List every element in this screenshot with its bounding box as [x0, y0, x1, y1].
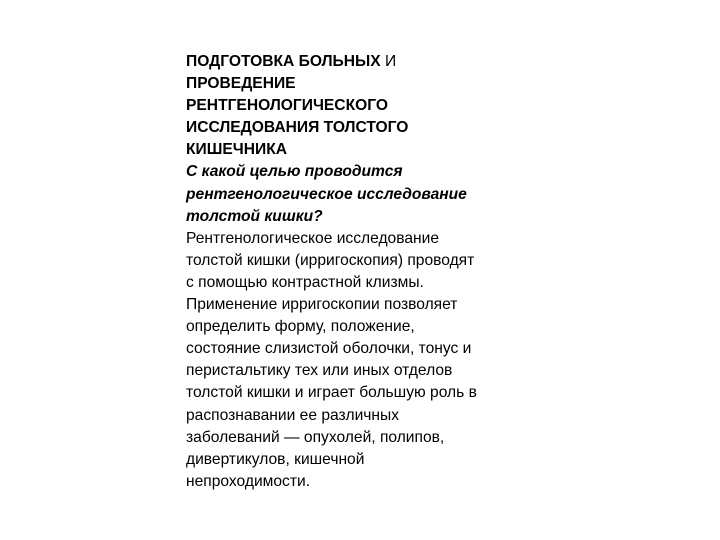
title-line-2: ПРОВЕДЕНИЕ [186, 75, 296, 93]
text-block [186, 51, 536, 493]
answer-line: перистальтику тех или иных отделов [186, 362, 453, 380]
answer-line: состояние слизистой оболочки, тонус и [186, 340, 472, 358]
question-line: толстой кишки? [186, 207, 323, 225]
title-line-5: КИШЕЧНИКА [186, 141, 288, 159]
question-line: С какой целью проводится [186, 163, 403, 181]
answer-line: Рентгенологическое исследование [186, 229, 439, 247]
title-line-1-conjunction: И [385, 53, 397, 70]
question-line: рентгенологическое исследование [186, 185, 467, 203]
answer-line: распознавании ее различных [186, 406, 400, 424]
answer-line: определить форму, положение, [186, 318, 415, 336]
title-line-3: РЕНТГЕНОЛОГИЧЕСКОГО [186, 97, 388, 115]
answer-line: непроходимости. [186, 472, 311, 490]
title-line-4: ИССЛЕДОВАНИЯ ТОЛСТОГО [186, 119, 409, 137]
answer-line: толстой кишки и играет большую роль в [186, 384, 477, 402]
answer-paragraph [186, 228, 536, 493]
answer-line: Применение ирригоскопии позволяет [186, 296, 458, 314]
answer-line: заболеваний — опухолей, полипов, [186, 428, 445, 446]
title-line-1-bold: ПОДГОТОВКА БОЛЬНЫХ [186, 53, 386, 70]
answer-line: с помощью контрастной клизмы. [186, 273, 424, 291]
question-paragraph [186, 161, 536, 227]
answer-line: дивертикулов, кишечной [186, 450, 365, 468]
document-title [186, 51, 536, 161]
title-line-1 [186, 51, 536, 73]
answer-line: толстой кишки (ирригоскопия) проводят [186, 251, 475, 269]
